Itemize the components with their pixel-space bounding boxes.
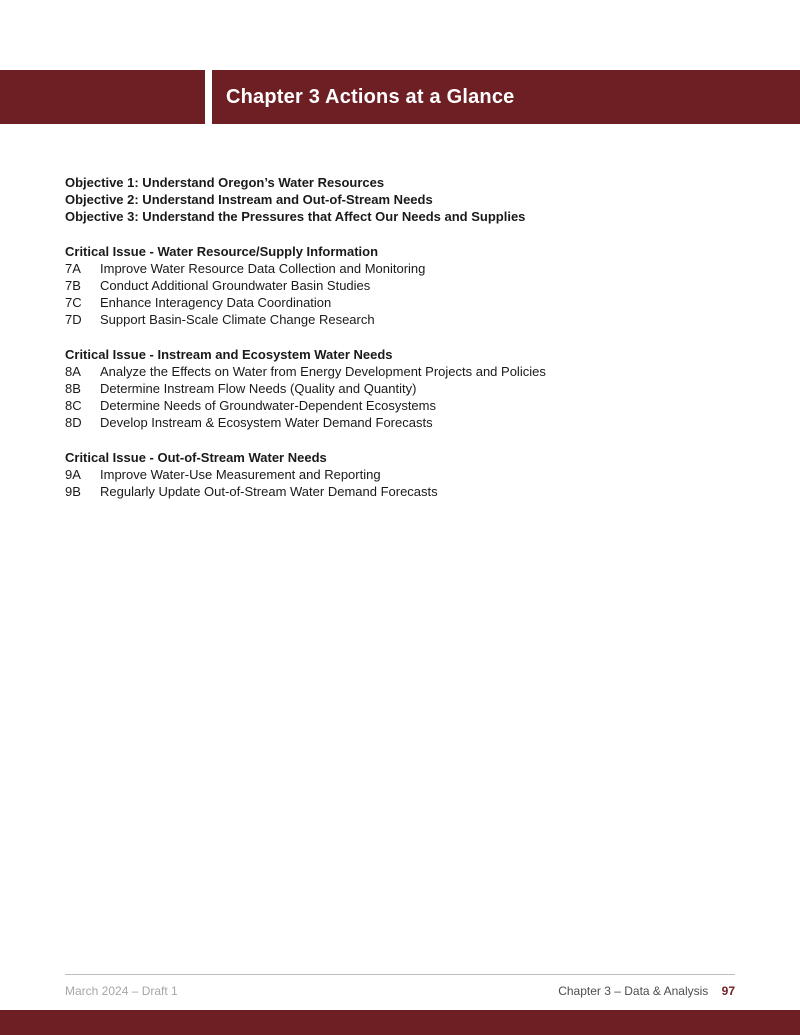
objective-1: Objective 1: Understand Oregon’s Water Resources [65,175,385,190]
footer-divider [65,974,735,975]
objective-2: Objective 2: Understand Instream and Out-of-Stream Needs [65,192,433,207]
footer-draft-label: March 2024 – Draft 1 [65,984,178,998]
critical-issue-section-instream-ecosystem [65,346,735,431]
action-item [65,311,735,328]
content [65,174,735,500]
action-item [65,466,735,483]
action-label: Determine Instream Flow Needs (Quality and Quantity) [100,381,417,396]
bottom-band [0,1010,800,1035]
action-item [65,483,735,500]
action-code: 8D [65,415,82,430]
section-heading: Critical Issue - Out-of-Stream Water Needs [65,450,327,465]
action-item [65,260,735,277]
action-item [65,414,735,431]
page-footer [65,974,735,998]
objectives-list [65,174,735,225]
critical-issue-section-water-supply [65,243,735,328]
action-label: Regularly Update Out-of-Stream Water Demand Forecasts [100,484,438,499]
footer-chapter-label: Chapter 3 – Data & Analysis [558,984,709,998]
action-code: 8A [65,364,81,379]
action-label: Analyze the Effects on Water from Energy Development Projects and Policies [100,364,546,379]
page-number: 97 [721,984,735,998]
action-label: Improve Water Resource Data Collection and Monitoring [100,261,426,276]
footer-chapter-area [558,984,735,998]
chapter-banner [0,70,800,124]
action-code: 9B [65,484,81,499]
action-code: 7D [65,312,82,327]
action-label: Improve Water-Use Measurement and Reporting [100,467,381,482]
action-item [65,397,735,414]
banner-left-block [0,70,205,124]
action-item [65,294,735,311]
footer-row [65,984,735,998]
critical-issue-section-out-of-stream [65,449,735,500]
action-label: Develop Instream & Ecosystem Water Demand Forecasts [100,415,433,430]
action-label: Determine Needs of Groundwater-Dependent Ecosystems [100,398,436,413]
section-heading: Critical Issue - Water Resource/Supply Information [65,244,379,259]
action-label: Support Basin-Scale Climate Change Research [100,312,375,327]
action-code: 8C [65,398,82,413]
action-code: 7B [65,278,81,293]
action-label: Enhance Interagency Data Coordination [100,295,332,310]
action-code: 9A [65,467,81,482]
action-code: 7A [65,261,81,276]
action-label: Conduct Additional Groundwater Basin Studies [100,278,371,293]
section-heading: Critical Issue - Instream and Ecosystem Water Needs [65,347,393,362]
action-item [65,277,735,294]
banner-main [212,70,800,124]
objective-3: Objective 3: Understand the Pressures that Affect Our Needs and Supplies [65,209,526,224]
action-code: 8B [65,381,81,396]
action-item [65,363,735,380]
banner-divider [205,70,212,124]
action-item [65,380,735,397]
page-title: Chapter 3 Actions at a Glance [226,85,515,108]
action-code: 7C [65,295,82,310]
